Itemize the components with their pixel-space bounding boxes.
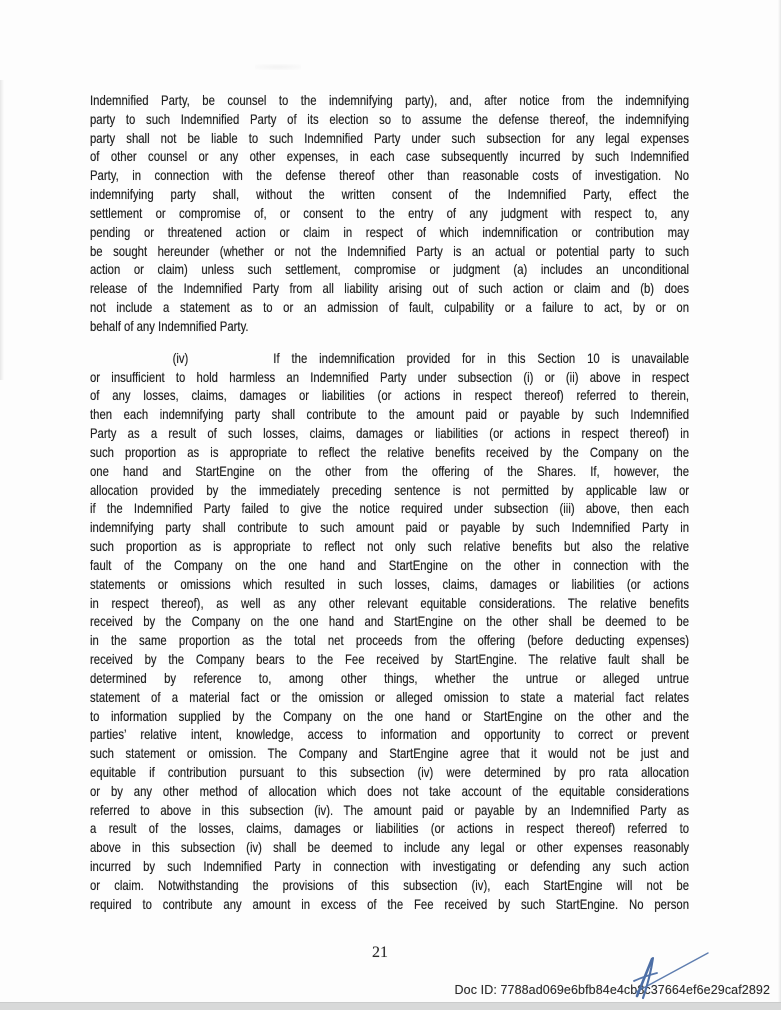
text-line: above in this subsection (iv) shall be deemed to include any legal or other expenses reasonably (90, 839, 690, 856)
text-line: referred to above in this subsection (iv). The amount paid or payable by an Indemnified Party as (90, 801, 690, 818)
doc-id-label: Doc ID: 7788ad069e6bfb84e4cb8c37664ef6e29caf2892 (454, 983, 770, 997)
signature-initial-icon (623, 943, 715, 1005)
paragraph-1 (90, 91, 689, 336)
text-line: party shall not be liable to such Indemnified Party under such subsection for any legal expenses (90, 129, 690, 146)
text-line: pending or threatened action or claim in respect of which indemnification or contribution may (90, 223, 690, 240)
text-line: then each indemnifying party shall contribute to the amount paid or payable by such Indemnified (90, 406, 690, 423)
text-line: such statement or omission. The Company and StartEngine agree that it would not be just and (90, 745, 690, 762)
text-line: of any losses, claims, damages or liabilities (or actions in respect thereof) referred to therein, (90, 387, 690, 404)
text-line: a result of the losses, claims, damages or liabilities (or actions in respect thereof) referred to (90, 820, 690, 837)
text-line: action or claim) unless such settlement, compromise or judgment (a) includes an unconditional (90, 261, 690, 278)
text-line: allocation provided by the immediately preceding sentence is not permitted by applicable law or (90, 481, 690, 498)
text-line (90, 349, 689, 368)
text-line: such proportion as is appropriate to reflect the relative benefits received by the Company on the (90, 443, 690, 460)
text-line: equitable if contribution pursuant to this subsection (iv) were determined by pro rata allocation (90, 763, 690, 780)
text-line: statement of a material fact or the omission or alleged omission to state a material fact relates (90, 688, 690, 705)
text-line: determined by reference to, among other things, whether the untrue or alleged untrue (90, 669, 690, 686)
text-line: to information supplied by the Company on the one hand or StartEngine on the other and the (90, 707, 690, 724)
text-line: received by the Company bears to the Fee received by StartEngine. The relative fault shall be (90, 651, 690, 668)
text-line: Indemnified Party, be counsel to the indemnifying party), and, after notice from the indemnifying (90, 92, 690, 108)
text-line: party to such Indemnified Party of its election so to assume the defense thereof, the indemnifying (90, 110, 690, 127)
text-line: incurred by such Indemnified Party in connection with investigating or defending any such action (90, 858, 690, 875)
body-text (90, 91, 689, 914)
text-line: fault of the Company on the one hand and StartEngine on the other in connection with the (90, 556, 690, 573)
text-line-continuation: If the indemnification provided for in this Section 10 is unavailable (273, 349, 690, 366)
paragraph-2 (90, 349, 689, 914)
text-line: or by any other method of allocation which does not take account of the equitable considerations (90, 782, 690, 799)
paragraph-spacer (90, 336, 689, 349)
page-number: 21 (372, 944, 388, 961)
text-line: of other counsel or any other expenses, in each case subsequently incurred by such Indemnified (90, 148, 690, 165)
text-line: received by the Company on the one hand and StartEngine on the other shall be deemed to be (90, 613, 690, 630)
text-line: Party, in connection with the defense thereof other than reasonable costs of investigation. No (90, 167, 690, 184)
text-line: behalf of any Indemnified Party. (90, 317, 249, 334)
scan-smudge (255, 64, 301, 70)
text-line: statements or omissions which resulted in such losses, claims, damages or liabilities (or actions (90, 575, 690, 592)
text-line: be sought hereunder (whether or not the Indemnified Party is an actual or potential party to such (90, 242, 690, 259)
subsection-marker: (iv) (172, 349, 189, 366)
text-line: if the Indemnified Party failed to give the notice required under subsection (iii) above, then each (90, 500, 690, 517)
text-line: required to contribute any amount in excess of the Fee received by such StartEngine. No person (90, 895, 690, 912)
text-line: in respect thereof), as well as any other relevant equitable considerations. The relative benefits (90, 594, 690, 611)
text-line: or claim. Notwithstanding the provisions of this subsection (iv), each StartEngine will not be (90, 876, 690, 893)
scan-left-edge-shadow (0, 80, 4, 380)
text-line: not include a statement as to or an admission of fault, culpability or a failure to act, by or on (90, 299, 690, 316)
text-line: in the same proportion as the total net proceeds from the offering (before deducting expenses) (90, 632, 690, 649)
text-line: indemnifying party shall contribute to such amount paid or payable by such Indemnified Party in (90, 519, 690, 536)
text-line: parties’ relative intent, knowledge, access to information and opportunity to correct or prevent (90, 726, 690, 743)
text-line: indemnifying party shall, without the written consent of the Indemnified Party, effect the (90, 186, 690, 203)
text-line: settlement or compromise of, or consent to the entry of any judgment with respect to, any (90, 204, 690, 221)
text-line: one hand and StartEngine on the other from the offering of the Shares. If, however, the (90, 462, 690, 479)
text-line: such proportion as is appropriate to reflect not only such relative benefits but also the relative (90, 538, 690, 555)
text-line: or insufficient to hold harmless an Indemnified Party under subsection (i) or (ii) above in respect (90, 368, 690, 385)
text-line: Party as a result of such losses, claims, damages or liabilities (or actions in respect thereof) in (90, 425, 690, 442)
text-line: release of the Indemnified Party from all liability arising out of such action or claim and (b) does (90, 280, 690, 297)
